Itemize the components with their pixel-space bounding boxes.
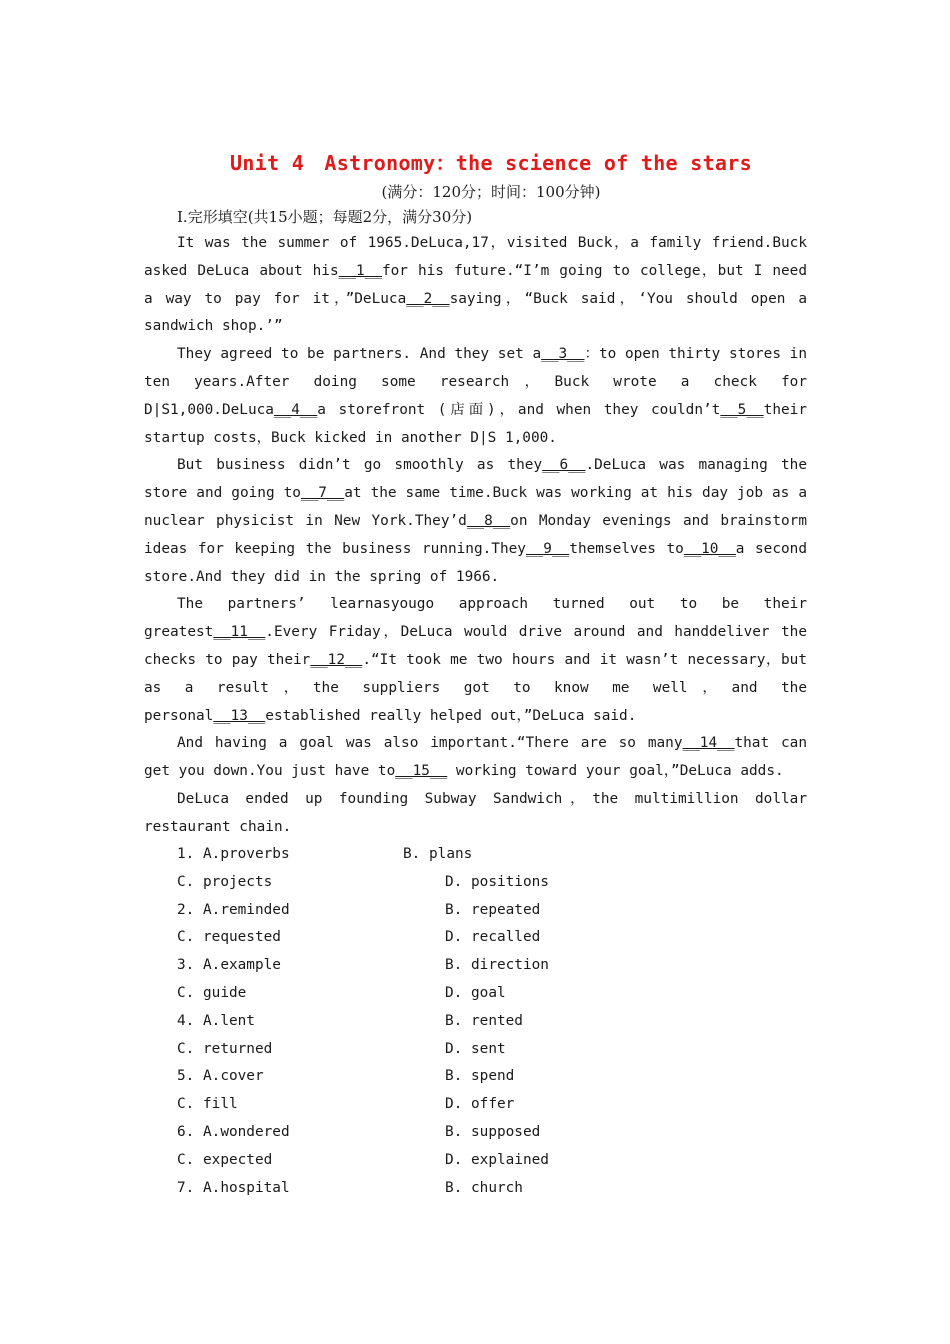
option-choice: D. goal [445,984,506,1001]
option-row [177,1119,777,1147]
passage-paragraph: They agreed to be partners. And they set a__3__：to open thirty stores in ten years.After doing some research，Buck wrote a check for D|S1,000.DeLuca__4__a storefront (店面)，and when they couldn’t__5__their startup costs，Buck kicked in another D|S 1,000. [144,346,808,446]
option-choice: 5. A.cover [177,1068,264,1085]
option-choice: B. rented [445,1012,523,1029]
option-choice: B. plans [403,846,473,862]
option-choice: 7. A.hospital [177,1179,290,1196]
option-row [177,924,777,952]
option-choice: 4. A.lent [177,1012,255,1029]
option-choice: B. spend [445,1068,515,1085]
option-row [177,1008,777,1036]
option-row [177,952,777,980]
passage-paragraph: It was the summer of 1965.DeLuca,17，visited Buck，a family friend.Buck asked DeLuca about his__1__for his future.“I’m going to college，but I need a way to pay for it，”DeLuca__2__saying，“Buck said，‘You should open a sandwich shop.’” [144,235,808,335]
option-choice: B. direction [445,957,549,974]
option-choice: C. fill [177,1096,238,1113]
score-time-info: (满分：120分；时间：100分钟) [381,183,601,201]
blank-14: __14__ [682,735,735,752]
blank-10: __10__ [683,540,736,557]
blank-1: __1__ [338,262,382,279]
option-row [177,1175,777,1203]
blank-11: __11__ [213,624,266,641]
blank-7: __7__ [300,485,345,502]
cloze-passage [144,230,807,842]
option-choice: D. positions [445,873,549,890]
answer-options [177,841,777,1202]
section-heading: Ⅰ.完形填空(共15小题；每题2分，满分30分) [177,208,473,226]
blank-4: __4__ [273,401,318,418]
passage-paragraph: DeLuca ended up founding Subway Sandwich，the multimillion dollar restaurant chain. [144,790,807,835]
option-row [177,841,777,869]
option-row [177,1036,777,1064]
option-row [177,980,777,1008]
option-row [177,1091,777,1119]
option-choice: C. requested [177,929,281,946]
blank-9: __9__ [525,540,570,557]
option-choice: B. supposed [445,1123,541,1140]
option-choice: 6. A.wondered [177,1123,290,1140]
option-row [177,869,777,897]
blank-15: __15__ [395,763,448,780]
option-choice: B. church [445,1179,523,1196]
passage-paragraph: The partners’ learnasyougo approach turned out to be their greatest__11__.Every Friday，DeLuca would drive around and handdeliver the checks to pay their__12__.“It took me two hours and it wasn’t necessary，but as a result，the suppliers got to know me well，and the personal__13__established really helped out，”DeLuca said. [144,596,807,724]
blank-8: __8__ [466,512,511,529]
option-choice: C. expected [177,1151,273,1168]
option-row [177,1147,777,1175]
option-choice: B. repeated [445,901,541,918]
passage-paragraph: But business didn’t go smoothly as they__6__.DeLuca was managing the store and going to__7__at the same time.Buck was working at his day job as a nuclear physicist in New York.They’d__8__on Monday evenings and brainstorm ideas for keeping the business running.They__9__themselves to__10__a second store.And they did in the spring of 1966. [144,457,807,585]
option-choice: C. returned [177,1040,273,1057]
option-choice: D. sent [445,1040,506,1057]
blank-3: __3__ [541,346,585,363]
blank-6: __6__ [542,457,586,474]
option-choice: 3. A.example [177,957,281,974]
option-row [177,897,777,925]
blank-12: __12__ [310,651,363,668]
option-choice: 2. A.reminded [177,901,290,918]
option-choice: D. recalled [445,929,541,946]
option-choice: D. offer [445,1096,515,1113]
option-row [177,1063,777,1091]
option-choice: C. projects [177,873,273,890]
page-title: Unit 4 Astronomy：the science of the stars [230,151,752,175]
blank-2: __2__ [406,290,450,307]
option-choice: 1. A.proverbs [177,846,290,862]
passage-paragraph: And having a goal was also important.“There are so many__14__that can get you down.You just have to__15__ working toward your goal，”DeLuca adds. [144,735,807,780]
option-choice: D. explained [445,1151,549,1168]
blank-5: __5__ [720,401,764,418]
blank-13: __13__ [213,707,266,724]
option-choice: C. guide [177,984,247,1001]
